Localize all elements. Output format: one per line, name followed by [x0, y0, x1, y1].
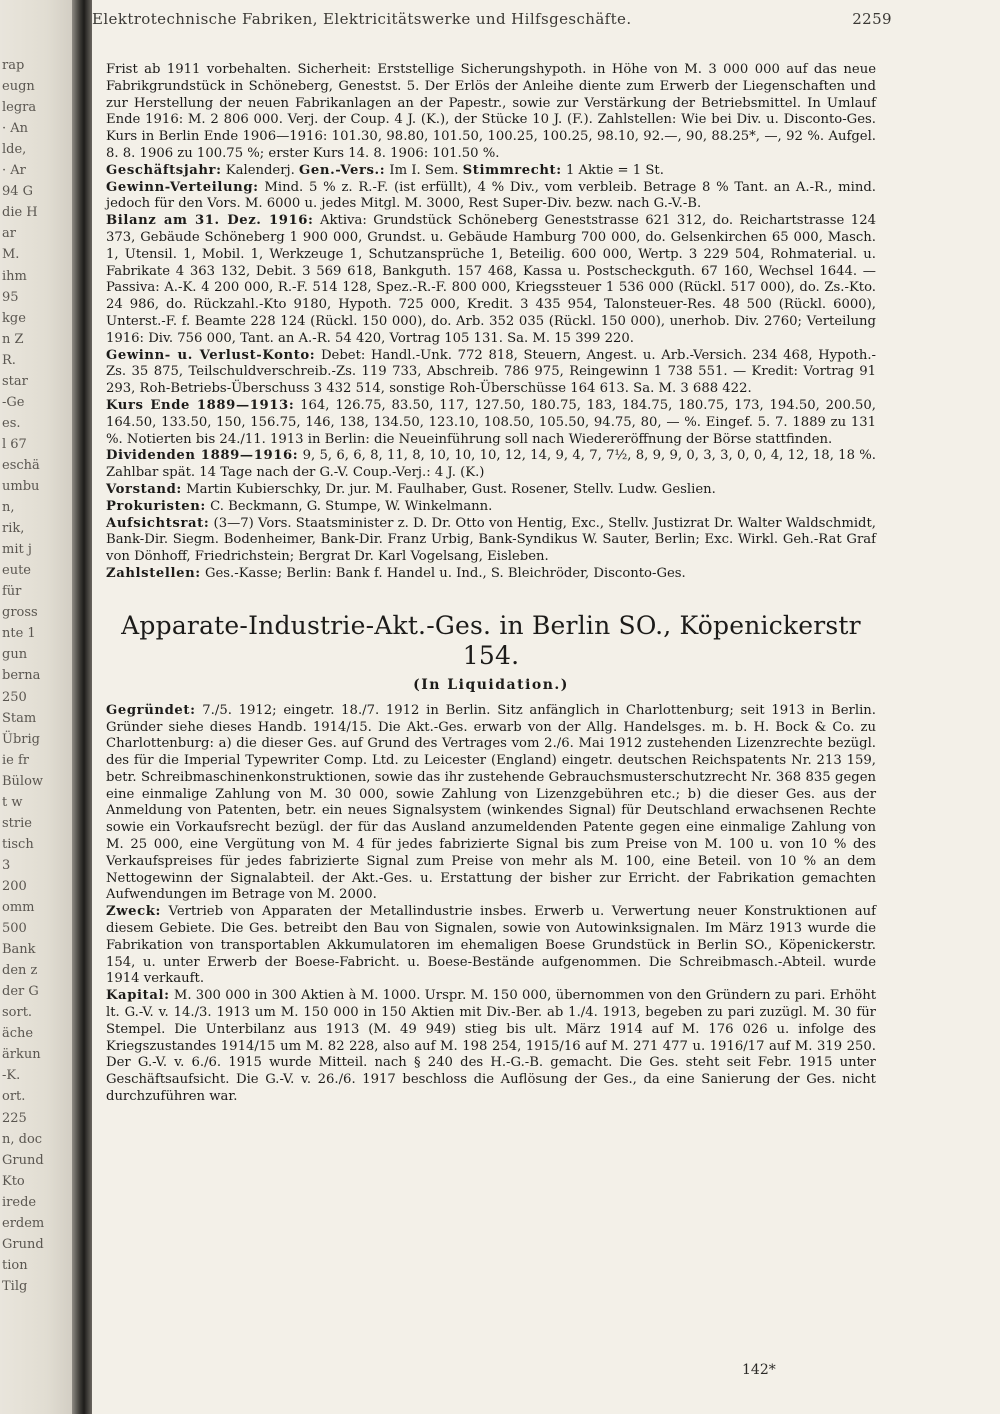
share-price-label: Kurs Ende 1889—1913: [106, 397, 295, 413]
margin-fragment: rik, [2, 521, 25, 536]
board-text: Martin Kubierschky, Dr. jur. M. Faulhaber, Gust. Rosener, Stellv. Ludw. Geslien. [186, 481, 716, 497]
margin-fragment: Stam [2, 711, 37, 726]
margin-fragment: berna [2, 668, 41, 683]
margin-fragment: ar [2, 226, 16, 241]
profit-loss-text: Debet: Handl.-Unk. 772 818, Steuern, Angest. u. Arb.-Versich. 234 468, Hypoth.-Zs. 35 875, Teilschuldverschreib.-Zs. 119 733, Abschreib. 786 975, Reingewinn 1 738 551. — Kredit: Vortrag 91 293, Roh-Betriebs-Überschuss 3 432 514, sonstige Roh-Überschüsse 164 613. Sa. M. 3 688 422. [106, 347, 876, 397]
supervisory-board-label: Aufsichtsrat: [106, 515, 210, 531]
margin-fragment: Kto [2, 1174, 25, 1189]
profit-loss-label: Gewinn- u. Verlust-Konto: [106, 347, 316, 363]
business-year-text: Kalenderj. [225, 162, 295, 178]
capital-label: Kapital: [106, 988, 170, 1004]
margin-fragment: irede [2, 1195, 37, 1210]
document-page [92, 0, 982, 1414]
page-header [92, 10, 892, 28]
margin-fragment: Übrig [2, 732, 40, 747]
supervisory-board-entry [106, 516, 876, 566]
margin-fragment: umbu [2, 479, 40, 494]
margin-fragment: den z [2, 963, 38, 978]
founded-label: Gegründet: [106, 702, 196, 718]
founded-text: 7./5. 1912; eingetr. 18./7. 1912 in Berlin. Sitz anfänglich in Charlottenburg; seit 1913 in Berlin. Gründer siehe dieses Handb. 1914/15. Die Akt.-Ges. erwarb von der Allg. Handelsges. m. b. H. Bock & Co. zu Charlottenburg: a) die dieser Ges. auf Grund des Vertrages vom 2./6. Mai 1912 zustehenden Lizenzrechte bezügl. des für die Imperial Typewriter Comp. Ltd. zu Leicester (England) eingetr. deutschen Reichspatents Nr. 213 159, betr. Schreibmaschinenkonstruktionen, sowie das ihr zustehende Gebrauchsmusterschutzrecht Nr. 368 835 gegen eine einmalige Zahlung von M. 30 000, sowie Zahlung von Lizenzgebühren etc.; b) die dieser Ges. aus der Anmeldung von Patenten, betr. ein neues Signalsystem (winkendes Signal) für Deutschland erwachsenen Rechte sowie ein Vorkaufsrecht bezügl. der für das Ausland anzumeldenden Patente gegen eine einmalige Zahlung von M. 25 000, eine Vergütung von M. 4 für jedes fabrizierte Signal bis zum Preise von M. 100 u. von 10 % des Verkaufspreises für jedes fabrizierte Signal zum Preise von mehr als M. 100, eine Beteil. von 10 % an dem Nettogewinn der Signalabteil. der Akt.-Ges. u. Erstattung der bisher zur Erricht. der Fabrikation gemachten Aufwendungen im Betrage von M. 2000. [106, 702, 876, 903]
margin-fragment: n, doc [2, 1132, 43, 1147]
purpose-label: Zweck: [106, 904, 162, 920]
balance-sheet-text: Aktiva: Grundstück Schöneberg Geneststrasse 621 312, do. Reichartstrasse 124 373, Gebäude Schöneberg 1 900 000, Grundst. u. Gebäude Hamburg 700 000, do. Gelsenkirchen 65 000, Masch. 1, Utensil. 1, Mobil. 1, Werkzeuge 1, Schutzansprüche 1, Beteilig. 600 000, Wertp. 3 229 504, Rohmaterial. u. Fabrikate 4 363 132, Debit. 3 569 618, Bankguth. 157 468, Kassa u. Postscheckguth. 67 160, Wechsel 1644. — Passiva: A.-K. 4 200 000, R.-F. 514 128, Spez.-R.-F. 800 000, Kriegssteuer 1 536 000 (Rückl. 517 000), do. Zs.-Kto. 24 986, do. Rückzahl.-Kto 9180, Hypoth. 725 000, Kredit. 3 435 954, Talonsteuer-Res. 48 500 (Rückl. 6000), Unterst.-F. f. Beamte 228 124 (Rückl. 150 000), do. Arb. 352 035 (Rückl. 150 000), unerhob. Div. 2760; Verteilung 1916: Div. 756 000, Tant. an A.-R. 54 420, Vortrag 105 131. Sa. M. 15 399 220. [106, 213, 876, 346]
authorized-officers-entry [106, 499, 876, 516]
business-year-label: Geschäftsjahr: [106, 162, 222, 178]
page-gutter [72, 0, 92, 1414]
business-year-entry [106, 163, 876, 180]
balance-sheet-label: Bilanz am 31. Dez. 1916: [106, 213, 314, 229]
margin-fragment: 95 [2, 290, 19, 305]
margin-fragment: tion [2, 1258, 28, 1273]
signature-mark: 142* [742, 1362, 776, 1378]
margin-fragment: Grund [2, 1237, 44, 1252]
capital-entry [106, 988, 876, 1106]
margin-fragment: 500 [2, 921, 27, 936]
bond-paragraph: Frist ab 1911 vorbehalten. Sicherheit: Erststellige Sicherungshypoth. in Höhe von M. 3 000 000 auf das neue Fabrikgrundstück in Schöneberg, Genestst. 5. Der Erlös der Anleihe diente zum Erwerb der Liegenschaften und zur Herstellung der neuen Fabrikanlagen an der Papestr., sowie zur Verstärkung der Betriebsmittel. In Umlauf Ende 1916: M. 2 806 000. Verj. der Coup. 4 J. (K.), der Stücke 10 J. (F.). Zahlstellen: Wie bei Div. u. Disconto-Ges. Kurs in Berlin Ende 1906—1916: 101.30, 98.80, 101.50, 100.25, 100.25, 98.10, 92.—, 90, 88.25*, —, 92 %. Aufgel. 8. 8. 1906 zu 100.75 %; erster Kurs 14. 8. 1906: 101.50 %. [106, 62, 876, 161]
voting-right-label: Stimmrecht: [462, 162, 562, 178]
margin-fragment: star [2, 374, 28, 389]
margin-fragment: gross [2, 605, 38, 620]
share-price-text: 164, 126.75, 83.50, 117, 127.50, 180.75, 183, 184.75, 180.75, 173, 194.50, 200.50, 164.50, 133.50, 150, 156.75, 146, 138, 134.50, 123.10, 108.50, 105.50, 94.75, 80, — %. Eingef. 5. 7. 1889 zu 131 %. Notierten bis 24./11. 1913 in Berlin: die Neueinführung soll nach Wiedereröffnung der Börse stattfinden. [106, 397, 876, 447]
page-number: 2259 [852, 10, 892, 28]
margin-fragment: äche [2, 1026, 34, 1041]
margin-fragment: sort. [2, 1005, 33, 1020]
margin-fragment: Tilg [2, 1279, 28, 1294]
margin-fragment: erdem [2, 1216, 45, 1231]
paying-agents-label: Zahlstellen: [106, 565, 201, 581]
margin-fragment: ärkun [2, 1047, 41, 1062]
margin-fragment: l 67 [2, 437, 27, 452]
general-meeting-text: Im I. Sem. [389, 162, 459, 178]
margin-fragment: 250 [2, 690, 27, 705]
margin-fragment: für [2, 584, 22, 599]
profit-distribution-entry [106, 180, 876, 214]
margin-fragment: · An [2, 121, 29, 136]
margin-fragment: Grund [2, 1153, 44, 1168]
margin-fragment: eugn [2, 79, 35, 94]
margin-fragment: ie fr [2, 753, 30, 768]
margin-fragment: n Z [2, 332, 24, 347]
dividends-entry [106, 448, 876, 482]
margin-fragment: der G [2, 984, 39, 999]
margin-fragment: legra [2, 100, 37, 115]
dividends-text: 9, 5, 6, 6, 8, 11, 8, 10, 10, 10, 12, 14, 9, 4, 7, 7½, 8, 9, 9, 0, 3, 3, 0, 0, 4, 12, 18, 18 %. Zahlbar spät. 14 Tage nach der G.-V. Coup.-Verj.: 4 J. (K.) [106, 448, 876, 481]
founded-entry [106, 703, 876, 905]
margin-fragment: R. [2, 353, 16, 368]
margin-fragment: -Ge [2, 395, 25, 410]
liquidation-status: (In Liquidation.) [413, 676, 569, 693]
authorized-officers-label: Prokuristen: [106, 498, 206, 514]
margin-fragment: nte 1 [2, 626, 36, 641]
margin-fragment: Bank [2, 942, 36, 957]
board-label: Vorstand: [106, 481, 182, 497]
paying-agents-entry [106, 566, 876, 583]
margin-fragment: eschä [2, 458, 40, 473]
margin-fragment: gun [2, 647, 28, 662]
margin-fragment: tisch [2, 837, 34, 852]
margin-fragment: 94 G [2, 184, 34, 199]
margin-fragment: kge [2, 311, 26, 326]
purpose-text: Vertrieb von Apparaten der Metallindustrie insbes. Erwerb u. Verwertung neuer Konstruktionen auf diesem Gebiete. Die Ges. betreibt den Bau von Signalen, sowie von Autowinksignalen. Im März 1913 wurde die Fabrikation von transportablen Akkumulatoren im ehemaligen Boese Grundstück in Berlin SO., Köpenickerstr. 154, u. unter Erwerb der Boese-Fabricht. u. Boese-Bestände aufgenommen. Die Schreibmasch.-Abteil. wurde 1914 verkauft. [106, 904, 876, 987]
margin-fragment: die H [2, 205, 38, 220]
page-content [106, 62, 876, 1106]
profit-distribution-text: Mind. 5 % z. R.-F. (ist erfüllt), 4 % Div., vom verbleib. Betrage 8 % Tant. an A.-R., mind. jedoch für den Vors. M. 6000 u. jedes Mitgl. M. 3000, Rest Super-Div. bezw. nach G.-V.-B. [106, 179, 876, 212]
margin-fragment: ihm [2, 269, 27, 284]
margin-fragment: t w [2, 795, 23, 810]
margin-fragment: 200 [2, 879, 27, 894]
margin-fragment: mit j [2, 542, 32, 557]
paying-agents-text: Ges.-Kasse; Berlin: Bank f. Handel u. Ind., S. Bleichröder, Disconto-Ges. [204, 565, 686, 581]
margin-fragment: lde, [2, 142, 27, 157]
board-entry [106, 482, 876, 499]
balance-sheet-entry [106, 213, 876, 347]
supervisory-board-text: (3—7) Vors. Staatsminister z. D. Dr. Otto von Hentig, Exc., Stellv. Justizrat Dr. Walter Waldschmidt, Bank-Dir. Siegm. Bodenheimer, Bank-Dir. Franz Urbig, Bank-Syndikus W. Sauter, Berlin; Exc. Wirkl. Geh.-Rat Graf von Dönhoff, Friedrichstein; Bergrat Dr. Karl Vogelsang, Eisleben. [106, 515, 876, 565]
margin-fragment: es. [2, 416, 21, 431]
general-meeting-label: Gen.-Vers.: [299, 162, 386, 178]
running-title: Elektrotechnische Fabriken, Elektricitätswerke und Hilfsgeschäfte. [92, 10, 632, 28]
authorized-officers-text: C. Beckmann, G. Stumpe, W. Winkelmann. [210, 498, 493, 514]
margin-fragment: 225 [2, 1111, 27, 1126]
margin-fragment: n, [2, 500, 15, 515]
margin-fragment: M. [2, 247, 20, 262]
profit-loss-entry [106, 348, 876, 398]
margin-fragment: omm [2, 900, 35, 915]
company-heading: Apparate-Industrie-Akt.-Ges. in Berlin SO., Köpenickerstr 154. [121, 610, 861, 670]
margin-fragment: eute [2, 563, 31, 578]
dividends-label: Dividenden 1889—1916: [106, 448, 299, 464]
margin-fragment: rap [2, 58, 25, 73]
margin-fragment: -K. [2, 1068, 21, 1083]
purpose-entry [106, 904, 876, 988]
capital-text: M. 300 000 in 300 Aktien à M. 1000. Urspr. M. 150 000, übernommen von den Gründern zu pari. Erhöht lt. G.-V. v. 14./3. 1913 um M. 150 000 in 150 Aktien mit Div.-Ber. ab 1./4. 1913, begeben zu pari zuzügl. M. 30 für Stempel. Die Unterbilanz aus 1913 (M. 49 949) stieg bis ult. März 1914 auf M. 176 026 u. infolge des Kriegszustandes 1914/15 um M. 82 228, also auf M. 198 254, 1915/16 auf M. 271 477 u. 1916/17 auf M. 319 250. Der G.-V. v. 6./6. 1915 wurde Mitteil. nach § 240 des H.-G.-B. gemacht. Die Ges. steht seit Febr. 1915 unter Geschäftsaufsicht. Die G.-V. v. 26./6. 1917 beschloss die Auflösung der Ges., da eine Sanierung der Ges. nicht durchzuführen war. [106, 988, 876, 1105]
margin-fragment: Bülow [2, 774, 44, 789]
profit-distribution-label: Gewinn-Verteilung: [106, 179, 259, 195]
margin-fragment: · Ar [2, 163, 26, 178]
voting-right-text: 1 Aktie = 1 St. [565, 162, 664, 178]
margin-fragment: 3 [2, 858, 11, 873]
share-price-entry [106, 398, 876, 448]
margin-fragment: ort. [2, 1089, 26, 1104]
adjacent-page-margin [0, 0, 78, 1414]
margin-fragment: strie [2, 816, 32, 831]
